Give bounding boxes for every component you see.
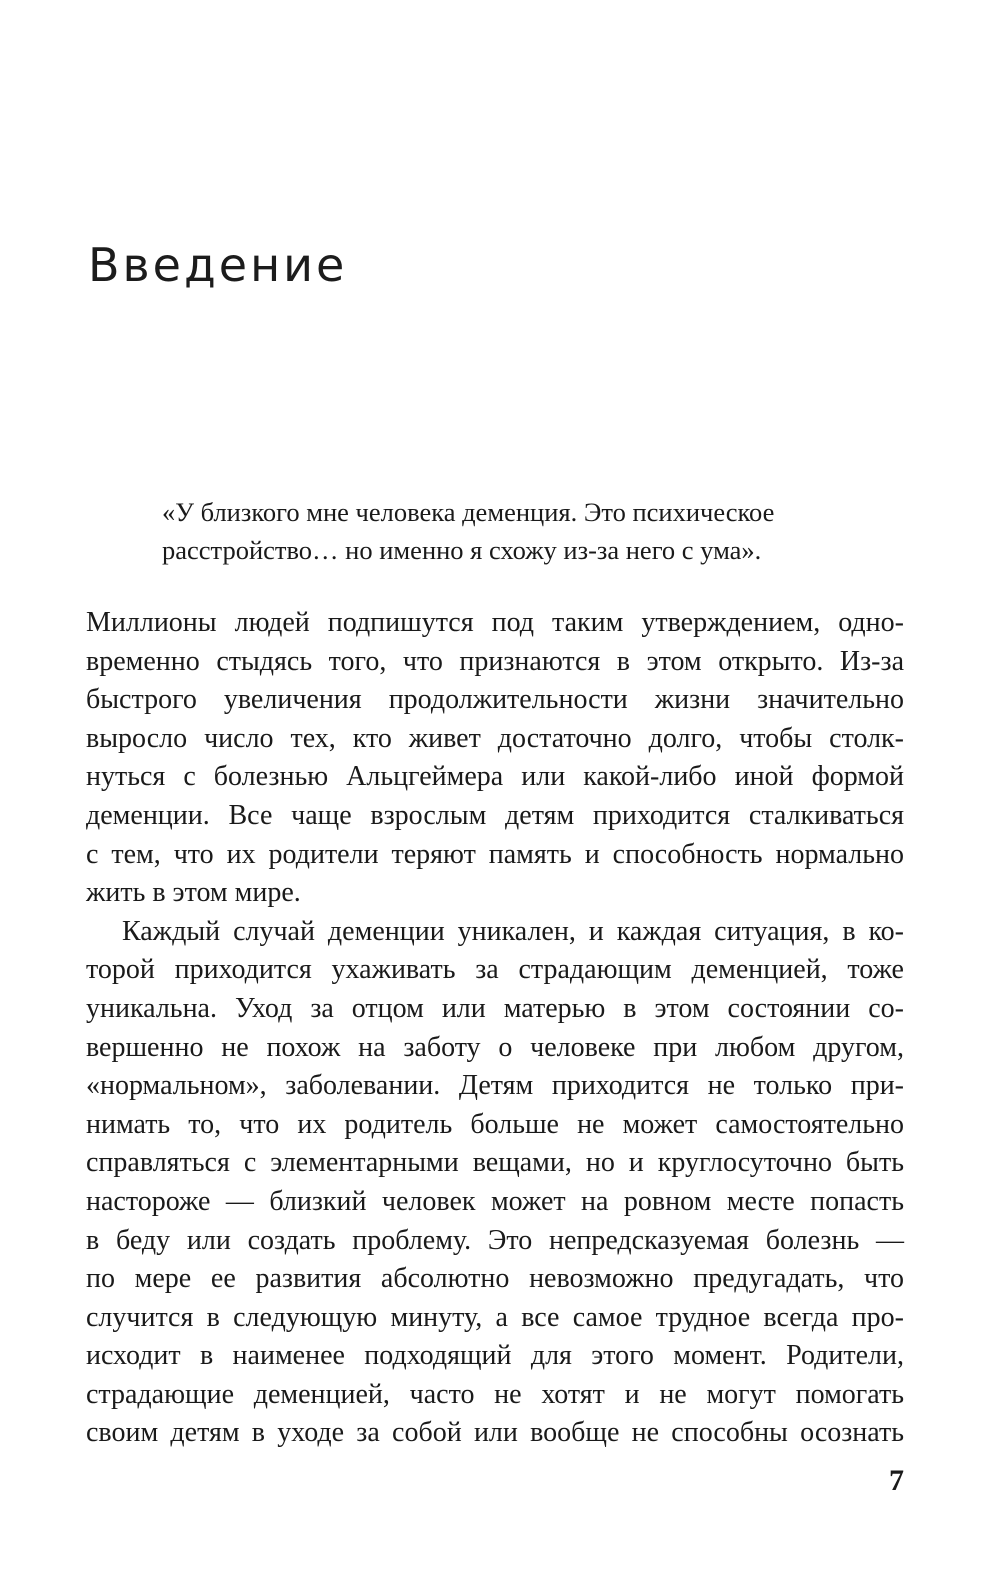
text-line: страдающие деменцией, часто не хотят и не могут помогать: [86, 1378, 904, 1410]
body-text: [86, 604, 904, 1453]
text-line: торой приходится ухаживать за страдающим деменцией, тоже: [86, 954, 904, 986]
epigraph-line: «У близкого мне человека деменция. Это психическое: [162, 497, 775, 527]
paragraph-1: [86, 604, 904, 913]
text-line: Каждый случай деменции уникален, и каждая ситуация, в ко-: [122, 915, 904, 947]
text-line: нимать то, что их родитель больше не может самостоятельно: [86, 1108, 904, 1140]
paragraph-2: [86, 913, 904, 1453]
text-line: случится в следующую минуту, а все самое трудное всегда про-: [86, 1301, 904, 1333]
text-line: «нормальном», заболевании. Детям приходится не только при-: [86, 1070, 904, 1102]
text-line: быстрого увеличения продолжительности жизни значительно: [86, 684, 904, 716]
text-line: нуться с болезнью Альцгеймера или какой-либо иной формой: [86, 761, 904, 793]
chapter-title: Введение: [88, 238, 348, 292]
text-line: Миллионы людей подпишутся под таким утверждением, одно-: [86, 607, 904, 638]
text-line: настороже — близкий человек может на ровном месте попасть: [86, 1185, 904, 1217]
text-line: временно стыдясь того, что признаются в этом открыто. Из-за: [86, 645, 904, 677]
text-line: жить в этом мире.: [86, 877, 301, 909]
text-line: с тем, что их родители теряют память и способность нормально: [86, 838, 904, 870]
text-line: исходит в наименее подходящий для этого момент. Родители,: [86, 1340, 904, 1372]
text-line: в беду или создать проблему. Это непредсказуемая болезнь —: [86, 1224, 904, 1256]
text-line: деменции. Все чаще взрослым детям приходится сталкиваться: [86, 799, 904, 831]
page-number: 7: [889, 1464, 904, 1497]
epigraph: [162, 493, 882, 569]
text-line: вершенно не похож на заботу о человеке при любом другом,: [86, 1031, 904, 1063]
text-line: уникальна. Уход за отцом или матерью в этом состоянии со-: [86, 992, 904, 1024]
epigraph-line: расстройство… но именно я схожу из-за него с ума».: [162, 535, 762, 565]
text-line: по мере ее развития абсолютно невозможно предугадать, что: [86, 1263, 904, 1295]
text-line: справляться с элементарными вещами, но и круглосуточно быть: [86, 1147, 904, 1179]
text-line: своим детям в уходе за собой или вообще не способны осознать: [86, 1417, 904, 1449]
text-line: выросло число тех, кто живет достаточно долго, чтобы столк-: [86, 722, 904, 754]
